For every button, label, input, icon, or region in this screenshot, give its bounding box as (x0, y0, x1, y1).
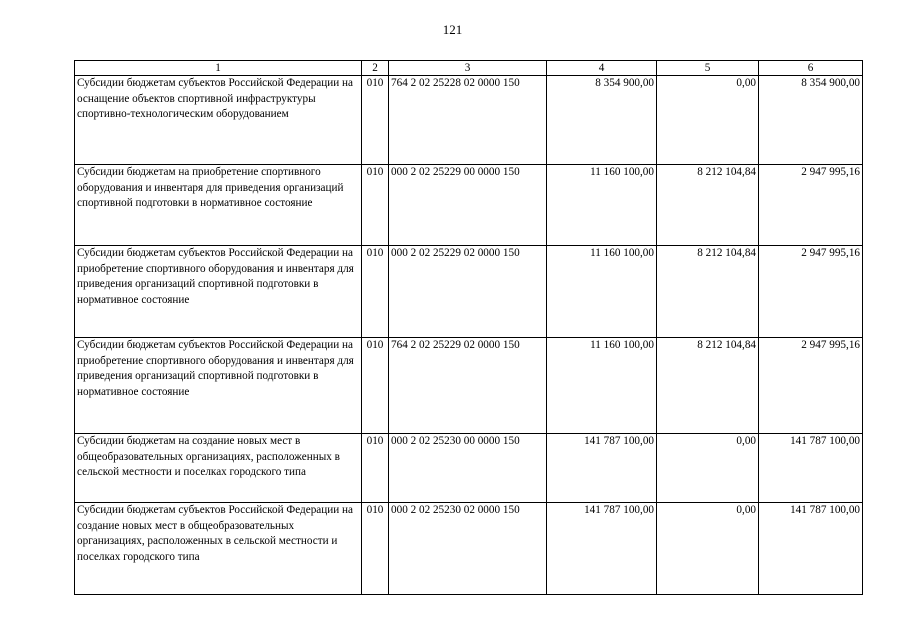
row-name: Субсидии бюджетам субъектов Российской Федерации на приобретение спортивного оборудования и инвентаря для приведения организаций спортивной подготовки в нормативное состояние (75, 338, 362, 434)
row-budget-code: 000 2 02 25230 00 0000 150 (389, 434, 547, 503)
row-code: 010 (362, 165, 389, 246)
row-name: Субсидии бюджетам на создание новых мест в общеобразовательных организациях, расположенных в сельской местности и поселках городского типа (75, 434, 362, 503)
row-name: Субсидии бюджетам субъектов Российской Федерации на создание новых мест в общеобразовательных организациях, расположенных в сельской местности и поселках городского типа (75, 503, 362, 595)
row-name: Субсидии бюджетам субъектов Российской Федерации на оснащение объектов спортивной инфраструктуры спортивно-технологическим оборудованием (75, 76, 362, 165)
table-row (75, 434, 863, 503)
row-col4: 141 787 100,00 (547, 503, 657, 595)
row-col6: 8 354 900,00 (759, 76, 863, 165)
row-code: 010 (362, 434, 389, 503)
row-col5: 8 212 104,84 (657, 165, 759, 246)
row-col5: 0,00 (657, 503, 759, 595)
table-row (75, 338, 863, 434)
row-col6: 2 947 995,16 (759, 165, 863, 246)
row-col5: 8 212 104,84 (657, 246, 759, 338)
row-col5: 0,00 (657, 76, 759, 165)
row-budget-code: 764 2 02 25229 02 0000 150 (389, 338, 547, 434)
row-col6: 141 787 100,00 (759, 503, 863, 595)
table-header-row (75, 61, 863, 76)
row-budget-code: 000 2 02 25230 02 0000 150 (389, 503, 547, 595)
column-header: 1 (75, 61, 362, 76)
budget-table (74, 60, 863, 595)
row-col6: 2 947 995,16 (759, 338, 863, 434)
row-budget-code: 764 2 02 25228 02 0000 150 (389, 76, 547, 165)
row-col5: 0,00 (657, 434, 759, 503)
table-row (75, 246, 863, 338)
row-code: 010 (362, 338, 389, 434)
row-col5: 8 212 104,84 (657, 338, 759, 434)
row-budget-code: 000 2 02 25229 02 0000 150 (389, 246, 547, 338)
table-row (75, 165, 863, 246)
table-row (75, 76, 863, 165)
column-header: 6 (759, 61, 863, 76)
row-col4: 11 160 100,00 (547, 165, 657, 246)
column-header: 3 (389, 61, 547, 76)
column-header: 2 (362, 61, 389, 76)
row-col4: 8 354 900,00 (547, 76, 657, 165)
column-header: 4 (547, 61, 657, 76)
table-row (75, 503, 863, 595)
row-budget-code: 000 2 02 25229 00 0000 150 (389, 165, 547, 246)
row-code: 010 (362, 246, 389, 338)
row-col4: 11 160 100,00 (547, 246, 657, 338)
page-number: 121 (442, 22, 463, 37)
row-col4: 11 160 100,00 (547, 338, 657, 434)
row-col4: 141 787 100,00 (547, 434, 657, 503)
row-col6: 2 947 995,16 (759, 246, 863, 338)
row-code: 010 (362, 76, 389, 165)
row-name: Субсидии бюджетам на приобретение спортивного оборудования и инвентаря для приведения организаций спортивной подготовки в нормативное состояние (75, 165, 362, 246)
row-name: Субсидии бюджетам субъектов Российской Федерации на приобретение спортивного оборудования и инвентаря для приведения организаций спортивной подготовки в нормативное состояние (75, 246, 362, 338)
row-code: 010 (362, 503, 389, 595)
column-header: 5 (657, 61, 759, 76)
row-col6: 141 787 100,00 (759, 434, 863, 503)
